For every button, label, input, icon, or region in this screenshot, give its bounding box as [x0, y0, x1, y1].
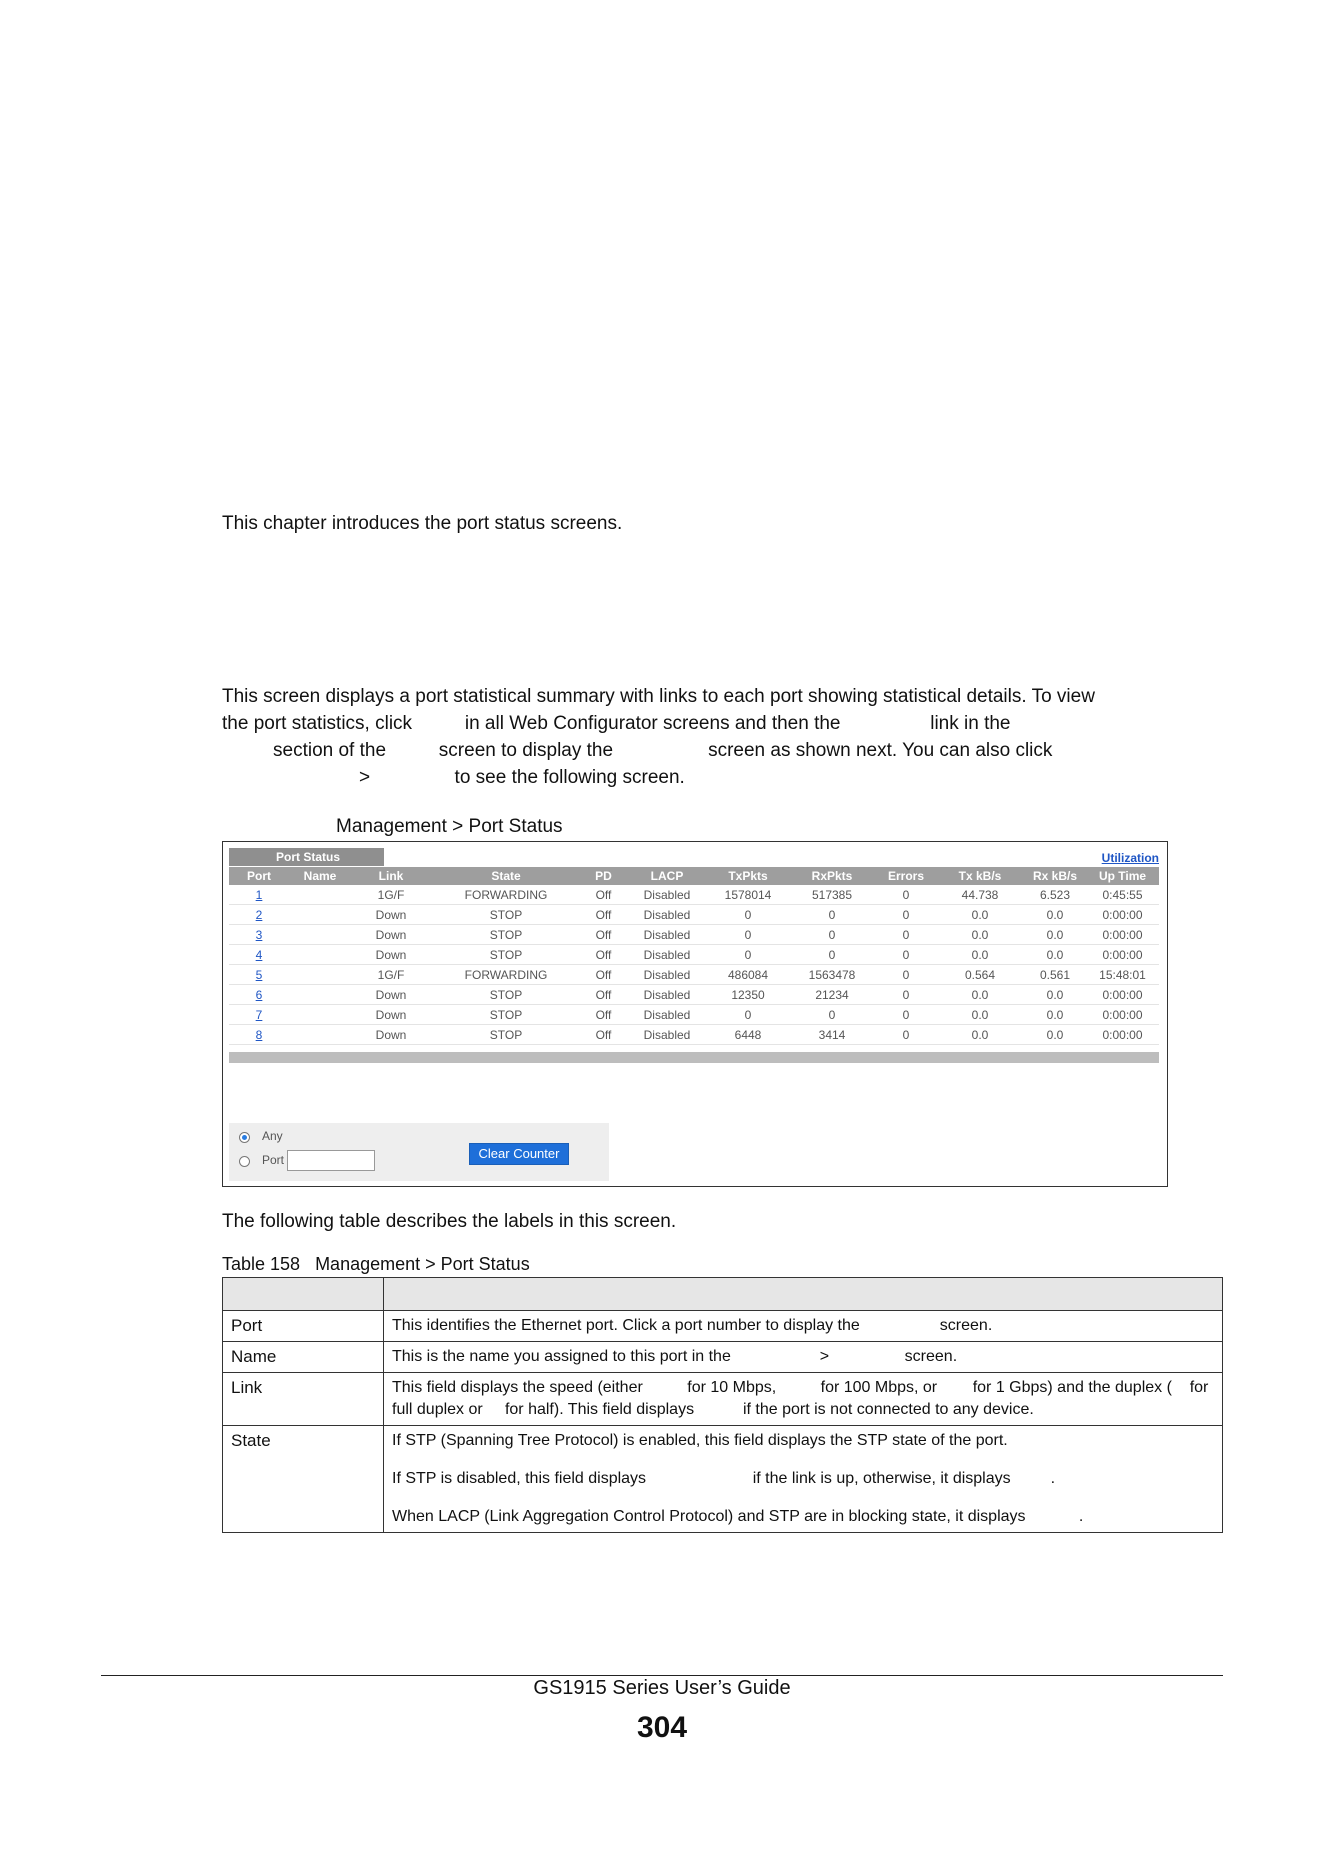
table-cell: 0.0 — [936, 985, 1024, 1005]
table-footer-bar — [229, 1052, 1159, 1063]
figure-caption: Management > Port Status — [336, 816, 563, 837]
table-row — [229, 925, 1159, 945]
description-paragraph — [222, 683, 1232, 791]
paragraph-line: the port statistics, click in all Web Configurator screens and then the link in the — [222, 713, 1011, 734]
column-header: Name — [289, 867, 351, 885]
table-cell: STOP — [431, 985, 581, 1005]
table-cell: 0 — [876, 945, 936, 965]
column-header: Up Time — [1086, 867, 1159, 885]
desc-paragraph: When LACP (Link Aggregation Control Protocol) and STP are in blocking state, it displays . — [392, 1508, 1084, 1525]
table-cell: 0.0 — [1024, 1005, 1086, 1025]
desc-paragraph: This is the name you assigned to this port in the > screen. — [392, 1348, 958, 1365]
desc-row — [223, 1426, 1223, 1533]
table-cell: 0.0 — [1024, 985, 1086, 1005]
desc-text — [384, 1426, 1223, 1533]
table-cell: 0 — [876, 905, 936, 925]
paragraph-line: section of the screen to display the screen as shown next. You can also click — [273, 740, 1053, 761]
table-cell: 0.0 — [936, 945, 1024, 965]
table-cell: 517385 — [788, 885, 876, 905]
table-cell: 0 — [788, 905, 876, 925]
port-number-link[interactable]: 4 — [229, 945, 289, 965]
desc-paragraph: This identifies the Ethernet port. Click a port number to display the screen. — [392, 1317, 993, 1334]
port-input[interactable] — [287, 1150, 375, 1171]
clear-counter-panel — [229, 1123, 609, 1181]
desc-paragraph: If STP (Spanning Tree Protocol) is enabled, this field displays the STP state of the port. — [392, 1432, 1008, 1449]
table-cell: STOP — [431, 1005, 581, 1025]
table-cell: 0 — [876, 1005, 936, 1025]
table-cell: 1563478 — [788, 965, 876, 985]
table-cell: 0.0 — [936, 1005, 1024, 1025]
table-cell: 3414 — [788, 1025, 876, 1045]
table-cell: 0 — [788, 925, 876, 945]
table-cell: 486084 — [708, 965, 788, 985]
table-row — [229, 1025, 1159, 1045]
guide-title: GS1915 Series User’s Guide — [533, 1677, 791, 1699]
table-row — [229, 985, 1159, 1005]
desc-paragraph: If STP is disabled, this field displays if the link is up, otherwise, it displays . — [392, 1470, 1056, 1487]
footer-rule — [101, 1675, 1223, 1676]
table-cell: 0:00:00 — [1086, 1005, 1159, 1025]
table-cell: 0.564 — [936, 965, 1024, 985]
table-cell: Down — [351, 1025, 431, 1045]
table-cell: STOP — [431, 905, 581, 925]
table-cell: 0:45:55 — [1086, 885, 1159, 905]
port-status-tab: Port Status — [229, 848, 384, 866]
table-cell: STOP — [431, 925, 581, 945]
table-cell: 0.0 — [1024, 925, 1086, 945]
desc-label: State — [223, 1426, 384, 1533]
radio-any[interactable] — [239, 1132, 250, 1143]
table-cell: Off — [581, 925, 626, 945]
table-cell: 21234 — [788, 985, 876, 1005]
desc-header-row — [223, 1278, 1223, 1311]
table-cell: 0:00:00 — [1086, 1025, 1159, 1045]
radio-port[interactable] — [239, 1156, 250, 1167]
table-cell: 0 — [876, 885, 936, 905]
port-number-link[interactable]: 5 — [229, 965, 289, 985]
table-cell: STOP — [431, 945, 581, 965]
table-cell: Disabled — [626, 885, 708, 905]
desc-text — [384, 1373, 1223, 1426]
table-cell: Disabled — [626, 905, 708, 925]
table-cell: 0.0 — [1024, 905, 1086, 925]
column-header: PD — [581, 867, 626, 885]
table-cell: FORWARDING — [431, 965, 581, 985]
desc-label: Link — [223, 1373, 384, 1426]
table-cell: 0:00:00 — [1086, 985, 1159, 1005]
table-caption: Table 158 Management > Port Status — [222, 1254, 530, 1274]
column-header: Port — [229, 867, 289, 885]
column-header: Tx kB/s — [936, 867, 1024, 885]
utilization-link[interactable]: Utilization — [1101, 851, 1159, 865]
port-number-link[interactable]: 8 — [229, 1025, 289, 1045]
table-cell: 12350 — [708, 985, 788, 1005]
column-header: Rx kB/s — [1024, 867, 1086, 885]
table-cell: Off — [581, 905, 626, 925]
table-cell: Down — [351, 925, 431, 945]
table-cell: 0.0 — [936, 905, 1024, 925]
table-cell: Down — [351, 985, 431, 1005]
table-cell: 1578014 — [708, 885, 788, 905]
table-cell: 0.0 — [1024, 945, 1086, 965]
table-cell: 44.738 — [936, 885, 1024, 905]
table-cell: Down — [351, 945, 431, 965]
table-cell: Down — [351, 1005, 431, 1025]
table-cell: 6448 — [708, 1025, 788, 1045]
table-cell: Disabled — [626, 1025, 708, 1045]
table-cell: 0 — [788, 1005, 876, 1025]
table-row — [229, 965, 1159, 985]
table-cell: 0 — [876, 965, 936, 985]
port-status-table — [229, 867, 1159, 1045]
table-cell: Off — [581, 965, 626, 985]
table-cell: 15:48:01 — [1086, 965, 1159, 985]
table-cell: Off — [581, 1025, 626, 1045]
table-cell: Off — [581, 885, 626, 905]
table-cell: 0:00:00 — [1086, 945, 1159, 965]
table-cell: 0.0 — [936, 925, 1024, 945]
page-number: 304 — [636, 1711, 688, 1744]
desc-text — [384, 1311, 1223, 1342]
table-cell: Off — [581, 1005, 626, 1025]
table-cell: FORWARDING — [431, 885, 581, 905]
table-cell: 0.0 — [1024, 1025, 1086, 1045]
table-cell: Disabled — [626, 985, 708, 1005]
table-cell — [289, 1005, 351, 1025]
column-header: LACP — [626, 867, 708, 885]
paragraph-line: > to see the following screen. — [359, 767, 685, 788]
label-description-table — [222, 1277, 1223, 1533]
table-row — [229, 1005, 1159, 1025]
table-cell: Off — [581, 985, 626, 1005]
column-header: Link — [351, 867, 431, 885]
table-cell: 0 — [708, 925, 788, 945]
table-cell: Down — [351, 905, 431, 925]
radio-any-label: Any — [262, 1129, 283, 1143]
table-row — [229, 905, 1159, 925]
table-cell: Disabled — [626, 965, 708, 985]
desc-row — [223, 1342, 1223, 1373]
column-header: TxPkts — [708, 867, 788, 885]
table-cell: 0 — [708, 1005, 788, 1025]
port-status-screen — [222, 841, 1168, 1187]
table-cell — [289, 925, 351, 945]
clear-counter-button[interactable]: Clear Counter — [469, 1143, 569, 1165]
desc-text — [384, 1342, 1223, 1373]
table-cell: 0.561 — [1024, 965, 1086, 985]
table-row — [229, 945, 1159, 965]
table-cell: 1G/F — [351, 965, 431, 985]
table-cell — [289, 885, 351, 905]
table-cell: 0 — [788, 945, 876, 965]
radio-port-label: Port — [262, 1153, 285, 1167]
table-cell: Off — [581, 945, 626, 965]
column-header: Errors — [876, 867, 936, 885]
table-cell — [289, 1025, 351, 1045]
table-cell — [289, 965, 351, 985]
table-cell: Disabled — [626, 945, 708, 965]
table-cell: 0.0 — [936, 1025, 1024, 1045]
table-cell: 6.523 — [1024, 885, 1086, 905]
column-header: State — [431, 867, 581, 885]
desc-row — [223, 1373, 1223, 1426]
desc-paragraph: This field displays the speed (either for 10 Mbps, for 100 Mbps, or for 1 Gbps) and the duplex ( for full duplex or for half). This field displays if the port is not connected to any device. — [392, 1379, 1213, 1418]
table-cell: STOP — [431, 1025, 581, 1045]
paragraph-line: This screen displays a port statistical summary with links to each port showing statistical details. To view — [222, 686, 1095, 707]
table-cell — [289, 945, 351, 965]
table-cell: 0:00:00 — [1086, 925, 1159, 945]
table-cell — [289, 905, 351, 925]
table-cell: 0:00:00 — [1086, 905, 1159, 925]
table-row — [229, 885, 1159, 905]
table-cell: 0 — [708, 905, 788, 925]
desc-label: Port — [223, 1311, 384, 1342]
port-number-link[interactable]: 2 — [229, 905, 289, 925]
intro-text: This chapter introduces the port status screens. — [222, 513, 623, 534]
port-number-link[interactable]: 6 — [229, 985, 289, 1005]
table-cell: 0 — [876, 985, 936, 1005]
desc-label: Name — [223, 1342, 384, 1373]
port-number-link[interactable]: 3 — [229, 925, 289, 945]
port-number-link[interactable]: 1 — [229, 885, 289, 905]
table-header-row — [229, 867, 1159, 885]
table-cell: 1G/F — [351, 885, 431, 905]
table-cell: 0 — [876, 1025, 936, 1045]
table-cell: 0 — [876, 925, 936, 945]
table-cell: Disabled — [626, 925, 708, 945]
table-cell: 0 — [708, 945, 788, 965]
port-number-link[interactable]: 7 — [229, 1005, 289, 1025]
table-cell: Disabled — [626, 1005, 708, 1025]
column-header: RxPkts — [788, 867, 876, 885]
table-cell — [289, 985, 351, 1005]
desc-row — [223, 1311, 1223, 1342]
table-intro: The following table describes the labels in this screen. — [222, 1211, 677, 1232]
